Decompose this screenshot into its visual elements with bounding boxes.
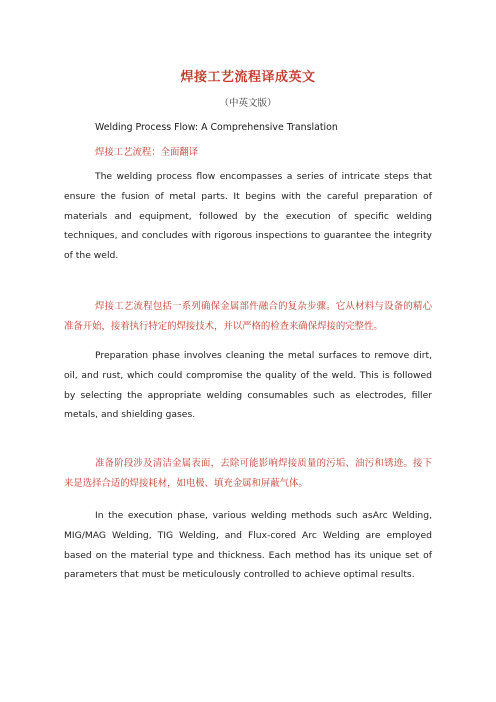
document-subtitle: （中英文版） xyxy=(219,98,277,109)
document-title: 焊接工艺流程译成英文 xyxy=(180,70,316,85)
paragraph-overview-chinese: 焊接工艺流程包括一系列确保金属部件融合的复杂步骤。它从材料与设备的精心准备开始，接着执行特定的焊接技术，并以严格的检查来确保焊接的完整性。 xyxy=(64,301,432,332)
paragraph-preparation-english: Preparation phase involves cleaning the metal surfaces to remove dirt, oil, and rust, which could compromise the quality of the weld. This is followed by selecting the appropriate welding consumables such as electrodes, filler metals, and shielding gases. xyxy=(64,350,432,421)
paragraph-overview-english: The welding process flow encompasses a series of intricate steps that ensure the fusion of metal parts. It begins with the careful preparation of materials and equipment, followed by the execution of specific welding techniques, and concludes with rigorous inspections to guarantee the integrity of the weld. xyxy=(64,171,432,262)
paragraph-preparation-chinese: 准备阶段涉及清洁金属表面，去除可能影响焊接质量的污垢、油污和锈迹。接下来是选择合适的焊接耗材，如电极、填充金属和屏蔽气体。 xyxy=(64,458,432,489)
section-heading-chinese: 焊接工艺流程：全面翻译 xyxy=(95,147,199,158)
section-heading-english: Welding Process Flow: A Comprehensive Translation xyxy=(95,122,338,133)
paragraph-execution-english: In the execution phase, various welding methods such asArc Welding, MIG/MAG Welding, TIG Welding, and Flux-cored Arc Welding are employed based on the material type and thickness. Each method has its unique set of parameters that must be meticulously controlled to achieve optimal results. xyxy=(64,510,432,581)
